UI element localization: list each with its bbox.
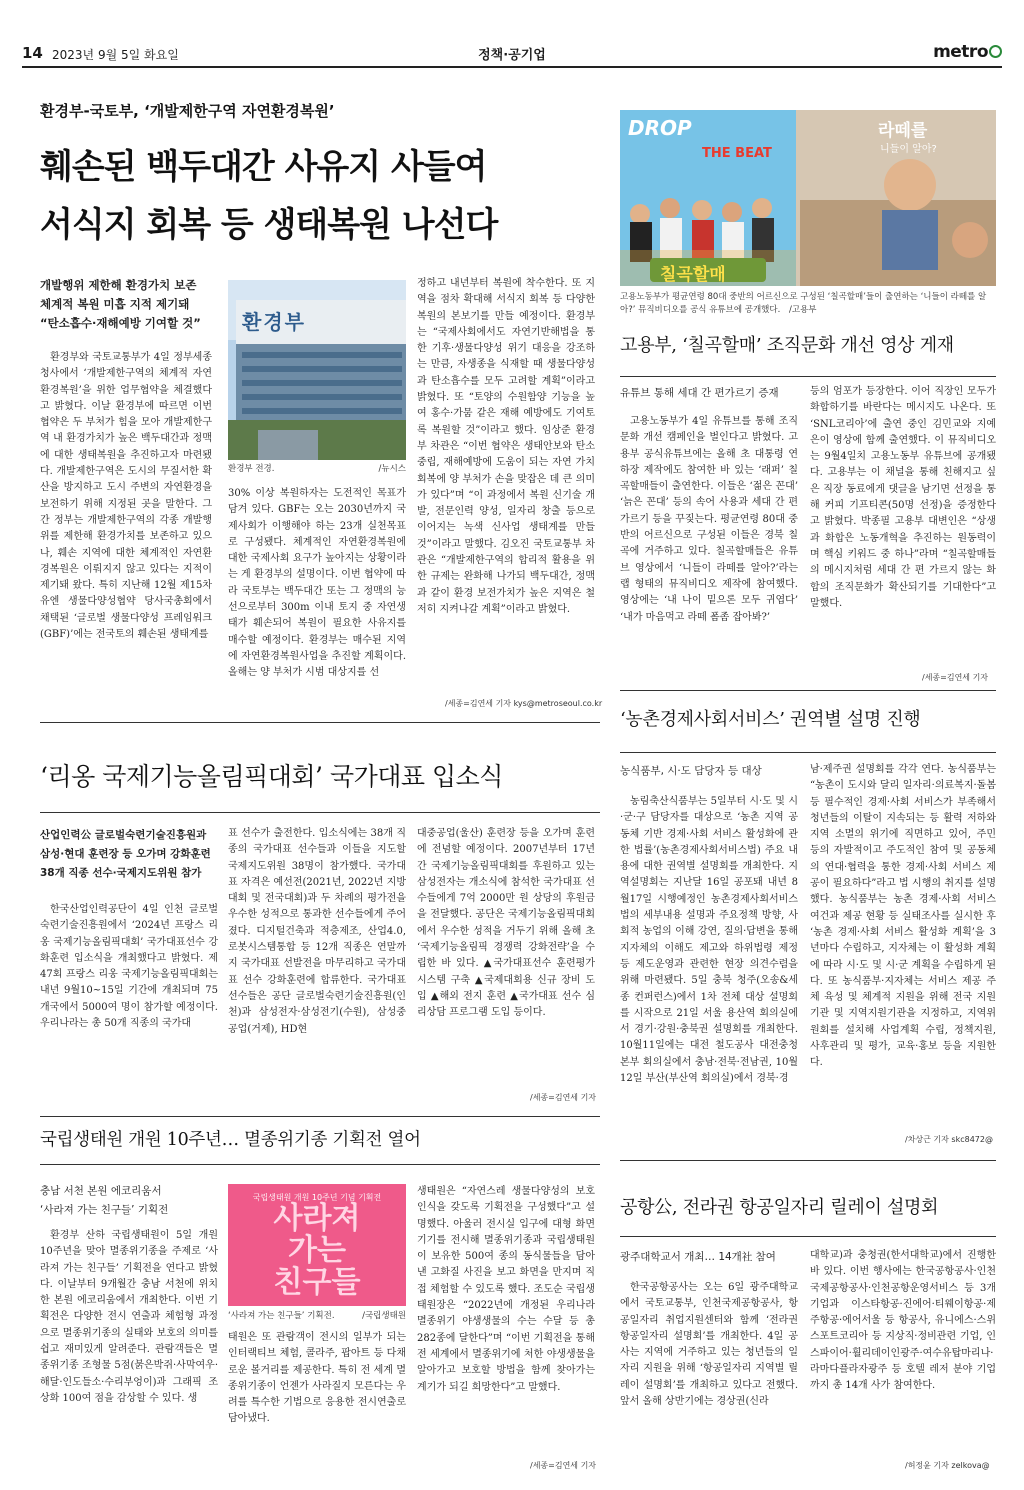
eco-column-2: 태원은 또 관람객이 전시의 일부가 되는 인터랙티브 체험, 콜라주, 팝아트 등 다채로운 볼거리를 제공한다. 특히 전 세계 멸종위기종이 언젠가 사라질지 모른다는 우려를 특수한 기법으로 응용한 전시연출로 담아냈다.: [228, 1332, 406, 1425]
skills-subhead-2: 삼성·현대 훈련장 등 오가며 강화훈련: [40, 848, 211, 860]
airport-byline: /허정윤 기자 zelkova@: [905, 1461, 990, 1470]
labor-subhead: 유튜브 통해 세대 간 편가르기 증재: [620, 387, 779, 399]
logo-ring-icon: [989, 45, 1002, 58]
lead-photo-credit: /뉴시스: [378, 464, 406, 474]
poster-top-line: 국립생태원 개원 10주년 기념 기획전: [252, 1193, 382, 1202]
lead-column-3: 정하고 내년부터 복원에 착수한다. 또 지역을 점차 확대해 서식지 회복 등 다양한 복원의 본보기를 만들 예정이다. 환경부는 “국제사회에서도 자연기반해법을 통한 기후·생물다양성 위기 대응을 강조하는 만큼, 자생종을 식재할 때 생물다양성과 탄소흡수를 모두 고려할 계획”이라고 밝혔다. 또 “토양의 수원함양 기능을 높여 홍수·가뭄 같은 재해 예방에도 기여토록 복원할 것”이라고 했다. 임상준 환경부 차관은 “이번 협약은 생태안보와 탄소중립, 재해예방에 도움이 되는 자연 가치 회복에 양 부처가 손을 맞잡은 데 큰 의미가 있다”며 “이 과정에서 복원 신기술 개발, 전문인력 양성, 일자리 창출 등으로 이어지는 녹색 신사업 생태계를 만들 것”이라고 말했다. 김오진 국토교통부 차관은 “개발제한구역의 합리적 활용을 위한 규제는 완화해 나가되 백두대간, 정맥과 같이 환경 보전가치가 높은 지역은 철저히 지켜나갈 계획”이라고 밝혔다.: [417, 278, 595, 615]
poster-title-2: 가는: [288, 1233, 346, 1268]
photo-title-chilgok: 칠곡할매: [660, 265, 726, 285]
skills-subhead-1: 산업인력公 글로벌숙련기술진흥원과: [40, 829, 207, 841]
lead-headline-line2: 서식지 회복 등 생태복원 나선다: [40, 205, 498, 245]
skills-top-rule: [40, 722, 600, 723]
lead-subheads: [40, 276, 220, 342]
eco-byline: /세종=김연세 기자: [530, 1461, 597, 1470]
eco-subhead-2: ‘사라져 가는 친구들’ 기획전: [40, 1204, 169, 1216]
ministry-building-photo: [228, 280, 406, 460]
page-number: 14: [22, 44, 43, 62]
eco-column-1: 환경부 산하 국립생태원이 5일 개원 10주년을 맞아 멸종위기종을 주제로 ‘사라져 가는 친구들’ 기획전을 연다고 밝혔다. 이날부터 9개월간 충남 서천에 위치한 본원 에코리움에서 개최한다. 이번 기획전은 다양한 전시 연출과 체험형 과정으로 멸종위기종의 실태와 보호의 의미를 쉽고 재미있게 알려준다. 관람객들은 멸종위기종 조형물 5점(붉은박쥐·사막여우·해달·인도들소·수리부엉이)과 그래픽 조상화 100여 점을 감상할 수 있다. 생: [40, 1230, 218, 1404]
issue-date: 2023년 9월 5일 화요일: [52, 48, 179, 62]
lead-kicker: 환경부-국토부, ‘개발제한구역 자연환경복원’: [40, 102, 335, 120]
poster-title-1: 사라져: [273, 1201, 361, 1236]
rural-subhead: 농식품부, 시·도 담당자 등 대상: [620, 765, 762, 777]
eco-column-3: 생태원은 “자연스레 생물다양성의 보호 인식을 갖도록 기획전을 구성했다”고 설명했다. 아울러 전시실 입구에 대형 화면기기를 전시해 멸종위기종과 국립생태원이 보유한 500여 종의 동식물들을 담아낸 고화질 사진을 보고 화면을 만지며 직접 체험할 수 있도록 했다. 조도순 국립생태원장은 “2022년에 개정된 우리나라 멸종위기 야생생물의 수는 수달 등 총 282종에 달한다”며 “이번 기획전을 통해 전 세계에서 멸종위기에 처한 야생생물을 알아가고 보호할 방법을 함께 찾아가는 계기가 되길 희망한다”고 말했다.: [417, 1186, 595, 1393]
skills-byline: /세종=김연세 기자: [530, 1093, 597, 1102]
lead-column-2: 30% 이상 복원하자는 도전적인 목표가 담겨 있다. GBF는 오는 2030년까지 국제사회가 이행해야 하는 23개 실천목표로 구성됐다. 체계적인 자연환경복원에 대한 국제사회 요구가 높아지는 상황이라는 게 환경부의 설명이다. 이번 협약에 따라 국토부는 백두대간 또는 그 정맥의 능선으로부터 300m 이내 토지 중 자연생태가 훼손되어 복원이 필요한 사유지를 매수할 예정이다. 환경부는 매수된 지역에 자연환경복원사업을 추진할 계획이다. 올해는 양 부처가 시범 대상지를 선: [228, 488, 406, 679]
photo-title-beat: THE BEAT: [702, 146, 772, 161]
skills-subheads: [40, 826, 220, 884]
poster-title-3: 친구들: [273, 1265, 361, 1300]
building-sign: 환경부: [242, 310, 306, 334]
lead-subhead-2: 체계적 복원 미흡 지적 제기돼: [40, 297, 190, 311]
metro-logo: metro: [933, 42, 1002, 62]
rural-column-1: 농림축산식품부는 5일부터 시·도 및 시·군·구 담당자를 대상으로 ‘농촌 지역 공동체 기반 경제·사회 서비스 활성화에 관한 법률’(농촌경제사회서비스법) 주요 내용에 대한 권역별 설명회를 개최한다. 지역설명회는 지난달 16일 공포돼 내년 8월17일 시행예정인 농촌경제사회서비스법의 세부내용 설명과 주요정책 방향, 사회적 농업의 이해 강연, 질의·답변을 통해 지자체의 이해도 제고와 하위법령 제정 등 제도운영과 관련한 현장 의견수렴을 위해 마련됐다. 5일 충북 청주(오송&세종 컨퍼런스)에서 1차 전체 대상 설명회를 시작으로 21일 서울 용산역 회의실에서 경기·강원·충북권 설명회를 개최한다. 10월11일에는 대전 철도공사 대전충청본부 회의실에서 충남·전북·전남권, 10월12일 부산(부산역 회의실)에서 경북·경: [620, 796, 798, 1085]
rural-rule: [620, 752, 996, 753]
eco-photo-caption: ‘사라져 가는 친구들’ 기획전. /국립생태원: [228, 1311, 406, 1321]
eco-photo-credit: /국립생태원: [362, 1311, 406, 1321]
rural-column-2: 남·제주권 설명회를 각각 연다. 농식품부는 “농촌이 도시와 달리 일자리·의료복지·돌봄 등 필수적인 경제·사회 서비스가 부족해서 청년들의 이탈이 지속되는 등 활력 저하와 지역 소멸의 위기에 직면하고 있어, 주민 등의 자발적이고 주도적인 참여 및 공동체의 연대·협력을 통한 경제·사회 서비스 제공이 필요하다”라고 법 시행의 취지를 설명했다. 농식품부는 농촌 경제·사회 서비스 여건과 제공 현황 등 실태조사를 실시한 후 ‘농촌 경제·사회 서비스 활성화 계획’을 3년마다 수립하고, 지자체는 이 활성화 계획에 따라 시·도 및 시·군 계획을 수립하게 된다. 또 농식품부·지자체는 서비스 제공 주체 육성 및 체계적 지원을 위해 전국 지원기관 및 지역지원기관을 지정하고, 지역위원회를 설치해 사업계획 수립, 정책지원, 사후관리 및 평가, 교육·홍보 등을 지원한다.: [810, 764, 996, 1069]
chilgok-grandma-photo: [620, 110, 996, 286]
skills-column-1: 한국산업인력공단이 4일 인천 글로벌숙련기술진흥원에서 ‘2024년 프랑스 리옹 국제기능올림픽대회’ 국가대표선수 강화훈련 입소식을 개최했다고 밝혔다. 제47회 프랑스 리옹 국제기능올림픽대회는 내년 9월10~15일 기간에 개최되며 75개국에서 5000여 명이 참가할 예정이다. 우리나라는 총 50개 직종의 국가대: [40, 904, 218, 1030]
eco-headline-block: [40, 1128, 610, 1158]
rural-top-rule: [620, 690, 996, 691]
eco-subhead-1: 충남 서천 본원 에코리움서: [40, 1185, 162, 1197]
lead-article: [40, 100, 600, 265]
skills-rule: [40, 812, 600, 813]
airport-subhead: 광주대학교서 개최… 14개社 참여: [620, 1251, 776, 1263]
skills-headline-block: [40, 762, 610, 802]
airport-column-2: 대학교)과 충청권(한서대학교)에서 진행한 바 있다. 이번 행사에는 한국공항공사·인천국제공항공사·인천공항운영서비스 등 3개 기업과 이스타항공·진에어·티웨이항공·제주항공·에어서울 등 항공사, 유니에스·스위스포트코리아 등 지상직·정비관련 기업, 인스파이어·휠리데이인광주·여수유탑마리나·라마다플라자광주 등 호텔 레저 분야 기업까지 총 14개 사가 참여한다.: [810, 1250, 996, 1392]
skills-column-3: 대중공업(울산) 훈련장 등을 오가며 훈련에 전념할 예정이다. 2007년부터 17년간 국제기능올림픽대회를 후원하고 있는 삼성전자는 개소식에 참석한 국가대표 선수들에게 7억 2000만 원 상당의 후원금을 전달했다. 공단은 국제기능올림픽대회에서 우수한 성적을 거두기 위해 올해 초 ‘국제기능올림픽 경쟁력 강화전략’을 수립한 바 있다. ▲국가대표선수 훈련평가 시스템 구축 ▲국제대회용 신규 장비 도입 ▲해외 전지 훈련 ▲국가대표 선수 심리상담 프로그램 도입 등이다.: [417, 828, 595, 1019]
labor-photo-caption: 고용노동부가 평균연령 80대 중반의 어르신으로 구성된 ‘칠곡할매’들이 출연하는 ‘니들이 라떼를 알아?’ 뮤직비디오를 공식 유튜브에 공개했다. /고용부: [620, 292, 987, 315]
labor-rule: [620, 376, 996, 377]
airport-column-1: 한국공항공사는 오는 6일 광주대학교에서 국토교통부, 인천국제공항공사, 항공일자리 취업지원센터와 함께 ‘전라권 항공일자리 설명회’를 개최한다. 4일 공사는 지역에 거주하고 있는 청년들의 일자리 지원을 위해 ‘항공일자리 지역별 릴레이 설명회’를 개최하고 있다고 전했다. 앞서 올해 상반기에는 경상권(신라: [620, 1282, 798, 1408]
labor-column-2: 등의 엄포가 등장한다. 이어 직장인 모두가 화합하기를 바란다는 메시지도 나온다. 또 ‘SNL코리아’에 출연 중인 김민교와 지예은이 영상에 함께 출연했다. 이 뮤직비디오는 9월4일치 고용노동부 유튜브에 공개됐다. 고용부는 이 채널을 통해 친해지고 싶은 직장 동료에게 댓글을 남기면 선정을 통해 커피 기프티콘(50명 선정)을 증정한다고 밝혔다. 박종필 고용부 대변인은 “상생과 화합은 노동개혁을 추진하는 원동력이며 핵심 키워드 중 하나”라며 “칠곡할매들의 메시지처럼 세대 간 편 가르지 않는 화합의 조직문화가 확산되기를 기대한다”고 말했다.: [810, 386, 996, 609]
airport-headline-block: [620, 1196, 1000, 1226]
skills-column-2: 표 선수가 출전한다. 입소식에는 38개 직종의 국가대표 선수들과 이들을 지도할 국제지도위원 38명이 참가했다. 국가대표 자격은 예선전(2021년, 2022년 지방대회 및 전국대회)과 두 차례의 평가전을 우수한 성적으로 통과한 선수들에게 주어졌다. 디지털건축과 적층제조, 산업4.0, 로봇시스템통합 등 12개 직종은 연말까지 국가대표 선발전을 마무리하고 국가대표 선수 강화훈련에 합류한다. 국가대표 선수들은 공단 글로벌숙련기술진흥원(인천)과 삼성전자·삼성전기(수원), 삼성중공업(거제), HD현: [228, 828, 406, 1035]
lead-subhead-3: “탄소흡수·재해예방 기여할 것”: [40, 316, 201, 330]
airport-rule: [620, 1236, 996, 1237]
labor-headline-block: [620, 334, 1000, 368]
photo-title-drop: DROP: [628, 116, 692, 140]
exhibition-poster: [228, 1184, 406, 1306]
eco-subheads: [40, 1182, 220, 1222]
eco-rule: [40, 1164, 600, 1165]
labor-photo-credit: /고용부: [789, 305, 817, 315]
lead-column-1: 환경부와 국토교통부가 4일 정부세종청사에서 ‘개발제한구역의 체계적 자연환경복원’을 위한 업무협약을 체결했다고 밝혔다. 이날 환경부에 따르면 이번 협약은 두 부처가 힘을 모아 개발제한구역 내 환경가치가 높은 백두대간과 정맥에 대한 생태복원을 추진하고자 마련됐다. 개발제한구역은 도시의 무질서한 확산을 방지하고 도시 주변의 자연환경을 보전하기 위해 지정된 곳을 말한다. 그간 정부는 개발제한구역의 각종 개발행위를 제한해 환경가치를 보존하고 있으나, 훼손 지역에 대한 체계적인 자연환경복원은 이뤄지지 않고 있다는 지적이 제기돼 왔다. 특히 지난해 12월 제15차 유엔 생물다양성협약 당사국총회에서 채택된 ‘글로벌 생물다양성 프레임워크(GBF)’에는 전국토의 훼손된 생태계를: [40, 352, 212, 641]
lead-byline: /세종=김연세 기자 kys@metroseoul.co.kr: [445, 699, 603, 708]
lead-subhead-1: 개발행위 제한해 환경가치 보존: [40, 278, 197, 292]
airport-headline: 공항公, 전라권 항공일자리 릴레이 설명회: [620, 1197, 939, 1218]
airport-top-rule: [620, 1160, 996, 1161]
labor-byline: /세종=김연세 기자: [922, 673, 989, 682]
rural-headline: ‘농촌경제사회서비스’ 권역별 설명 진행: [620, 709, 921, 730]
rural-headline-block: [620, 708, 1000, 740]
section-title: 정책·공기업: [478, 48, 546, 63]
lead-headline-line1: 훼손된 백두대간 사유지 사들여: [40, 147, 487, 187]
skills-subhead-3: 38개 직종 선수·국제지도위원 참가: [40, 867, 202, 879]
page-header: [22, 38, 1002, 68]
skills-headline: ‘리옹 국제기능올림픽대회’ 국가대표 입소식: [40, 762, 503, 791]
lead-photo-caption: 환경부 전경. /뉴시스: [228, 464, 406, 474]
labor-column-1: 고용노동부가 4일 유튜브를 통해 조직문화 개선 캠페인을 벌인다고 밝혔다. 고용부 공식유튜브에는 올해 초 대통령 연하장 제작에도 참여한 바 있는 ‘래퍼’ 칠곡할매들이 출연한다. 이들은 ‘젊은 꼰대’ ‘늙은 꼰대’ 등의 속어 사용과 세대 간 편가르기 등을 꾸짖는다. 평균연령 80대 중반의 어르신으로 구성된 이들은 경북 칠곡에 거주하고 있다. 칠곡할매들은 유튜브 영상에서 ‘니들이 라떼를 알아?’라는 랩 형태의 뮤직비디오 제작에 참여했다. 영상에는 ‘내 나이 밑으론 모두 귀엽다’ ‘내가 마음먹고 라떼 폼좀 잡아봐?’: [620, 416, 798, 623]
eco-top-rule: [40, 1116, 600, 1117]
rural-byline: /차상근 기자 skc8472@: [905, 1135, 993, 1144]
photo-side-latte: 라떼를: [878, 121, 928, 141]
labor-headline: 고용부, ‘칠곡할매’ 조직문화 개선 영상 게재: [620, 335, 954, 356]
eco-headline: 국립생태원 개원 10주년… 멸종위기종 기획전 열어: [40, 1130, 421, 1150]
photo-side-know: 니들이 알아?: [880, 144, 937, 155]
